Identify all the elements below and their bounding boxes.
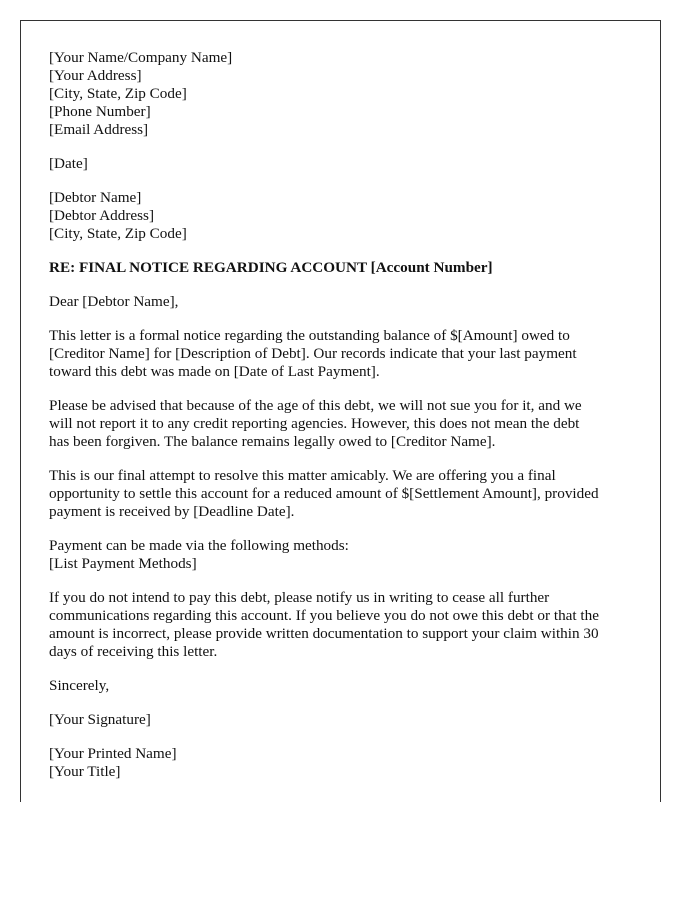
recipient-city-state-zip: [City, State, Zip Code] (49, 225, 187, 242)
paragraph-age-of-debt (49, 397, 639, 451)
sender-block (49, 49, 639, 139)
paragraph-line: This letter is a formal notice regarding the outstanding balance of $[Amount] owed to (49, 327, 570, 344)
sender-name: [Your Name/Company Name] (49, 49, 233, 66)
signer-block (49, 745, 639, 781)
sender-address: [Your Address] (49, 67, 142, 84)
paragraph-line: [Creditor Name] for [Description of Debt]. Our records indicate that your last payment (49, 345, 577, 362)
letter-content (49, 49, 639, 797)
paragraph-line: Please be advised that because of the age of this debt, we will not sue you for it, and we (49, 397, 582, 414)
letter-date: [Date] (49, 155, 88, 172)
recipient-name: [Debtor Name] (49, 189, 142, 206)
paragraph-line: opportunity to settle this account for a reduced amount of $[Settlement Amount], provided (49, 485, 599, 502)
paragraph-line: payment is received by [Deadline Date]. (49, 503, 295, 520)
paragraph-line: days of receiving this letter. (49, 643, 218, 660)
sender-phone: [Phone Number] (49, 103, 151, 120)
paragraph-line: will not report it to any credit reporting agencies. However, this does not mean the debt (49, 415, 580, 432)
recipient-address: [Debtor Address] (49, 207, 155, 224)
sender-city-state-zip: [City, State, Zip Code] (49, 85, 187, 102)
paragraph-payment-methods (49, 537, 639, 573)
paragraph-line: amount is incorrect, please provide written documentation to support your claim within 30 (49, 625, 599, 642)
paragraph-line: communications regarding this account. If you believe you do not owe this debt or that the (49, 607, 599, 624)
signer-title: [Your Title] (49, 763, 121, 780)
paragraph-line: This is our final attempt to resolve this matter amicably. We are offering you a final (49, 467, 556, 484)
recipient-block (49, 189, 639, 243)
paragraph-line: has been forgiven. The balance remains legally owed to [Creditor Name]. (49, 433, 496, 450)
paragraph-dispute (49, 589, 639, 661)
paragraph-balance (49, 327, 639, 381)
letter-page (20, 20, 661, 802)
sender-email: [Email Address] (49, 121, 149, 138)
date-block (49, 155, 639, 173)
signer-printed-name: [Your Printed Name] (49, 745, 177, 762)
paragraph-line: Payment can be made via the following methods: (49, 537, 349, 554)
salutation: Dear [Debtor Name], (49, 293, 179, 310)
paragraph-line: toward this debt was made on [Date of Last Payment]. (49, 363, 380, 380)
paragraph-line: [List Payment Methods] (49, 555, 197, 572)
paragraph-line: If you do not intend to pay this debt, please notify us in writing to cease all further (49, 589, 550, 606)
signature: [Your Signature] (49, 711, 151, 728)
closing: Sincerely, (49, 677, 110, 694)
subject-line: RE: FINAL NOTICE REGARDING ACCOUNT [Account Number] (49, 259, 493, 276)
paragraph-settlement-offer (49, 467, 639, 521)
